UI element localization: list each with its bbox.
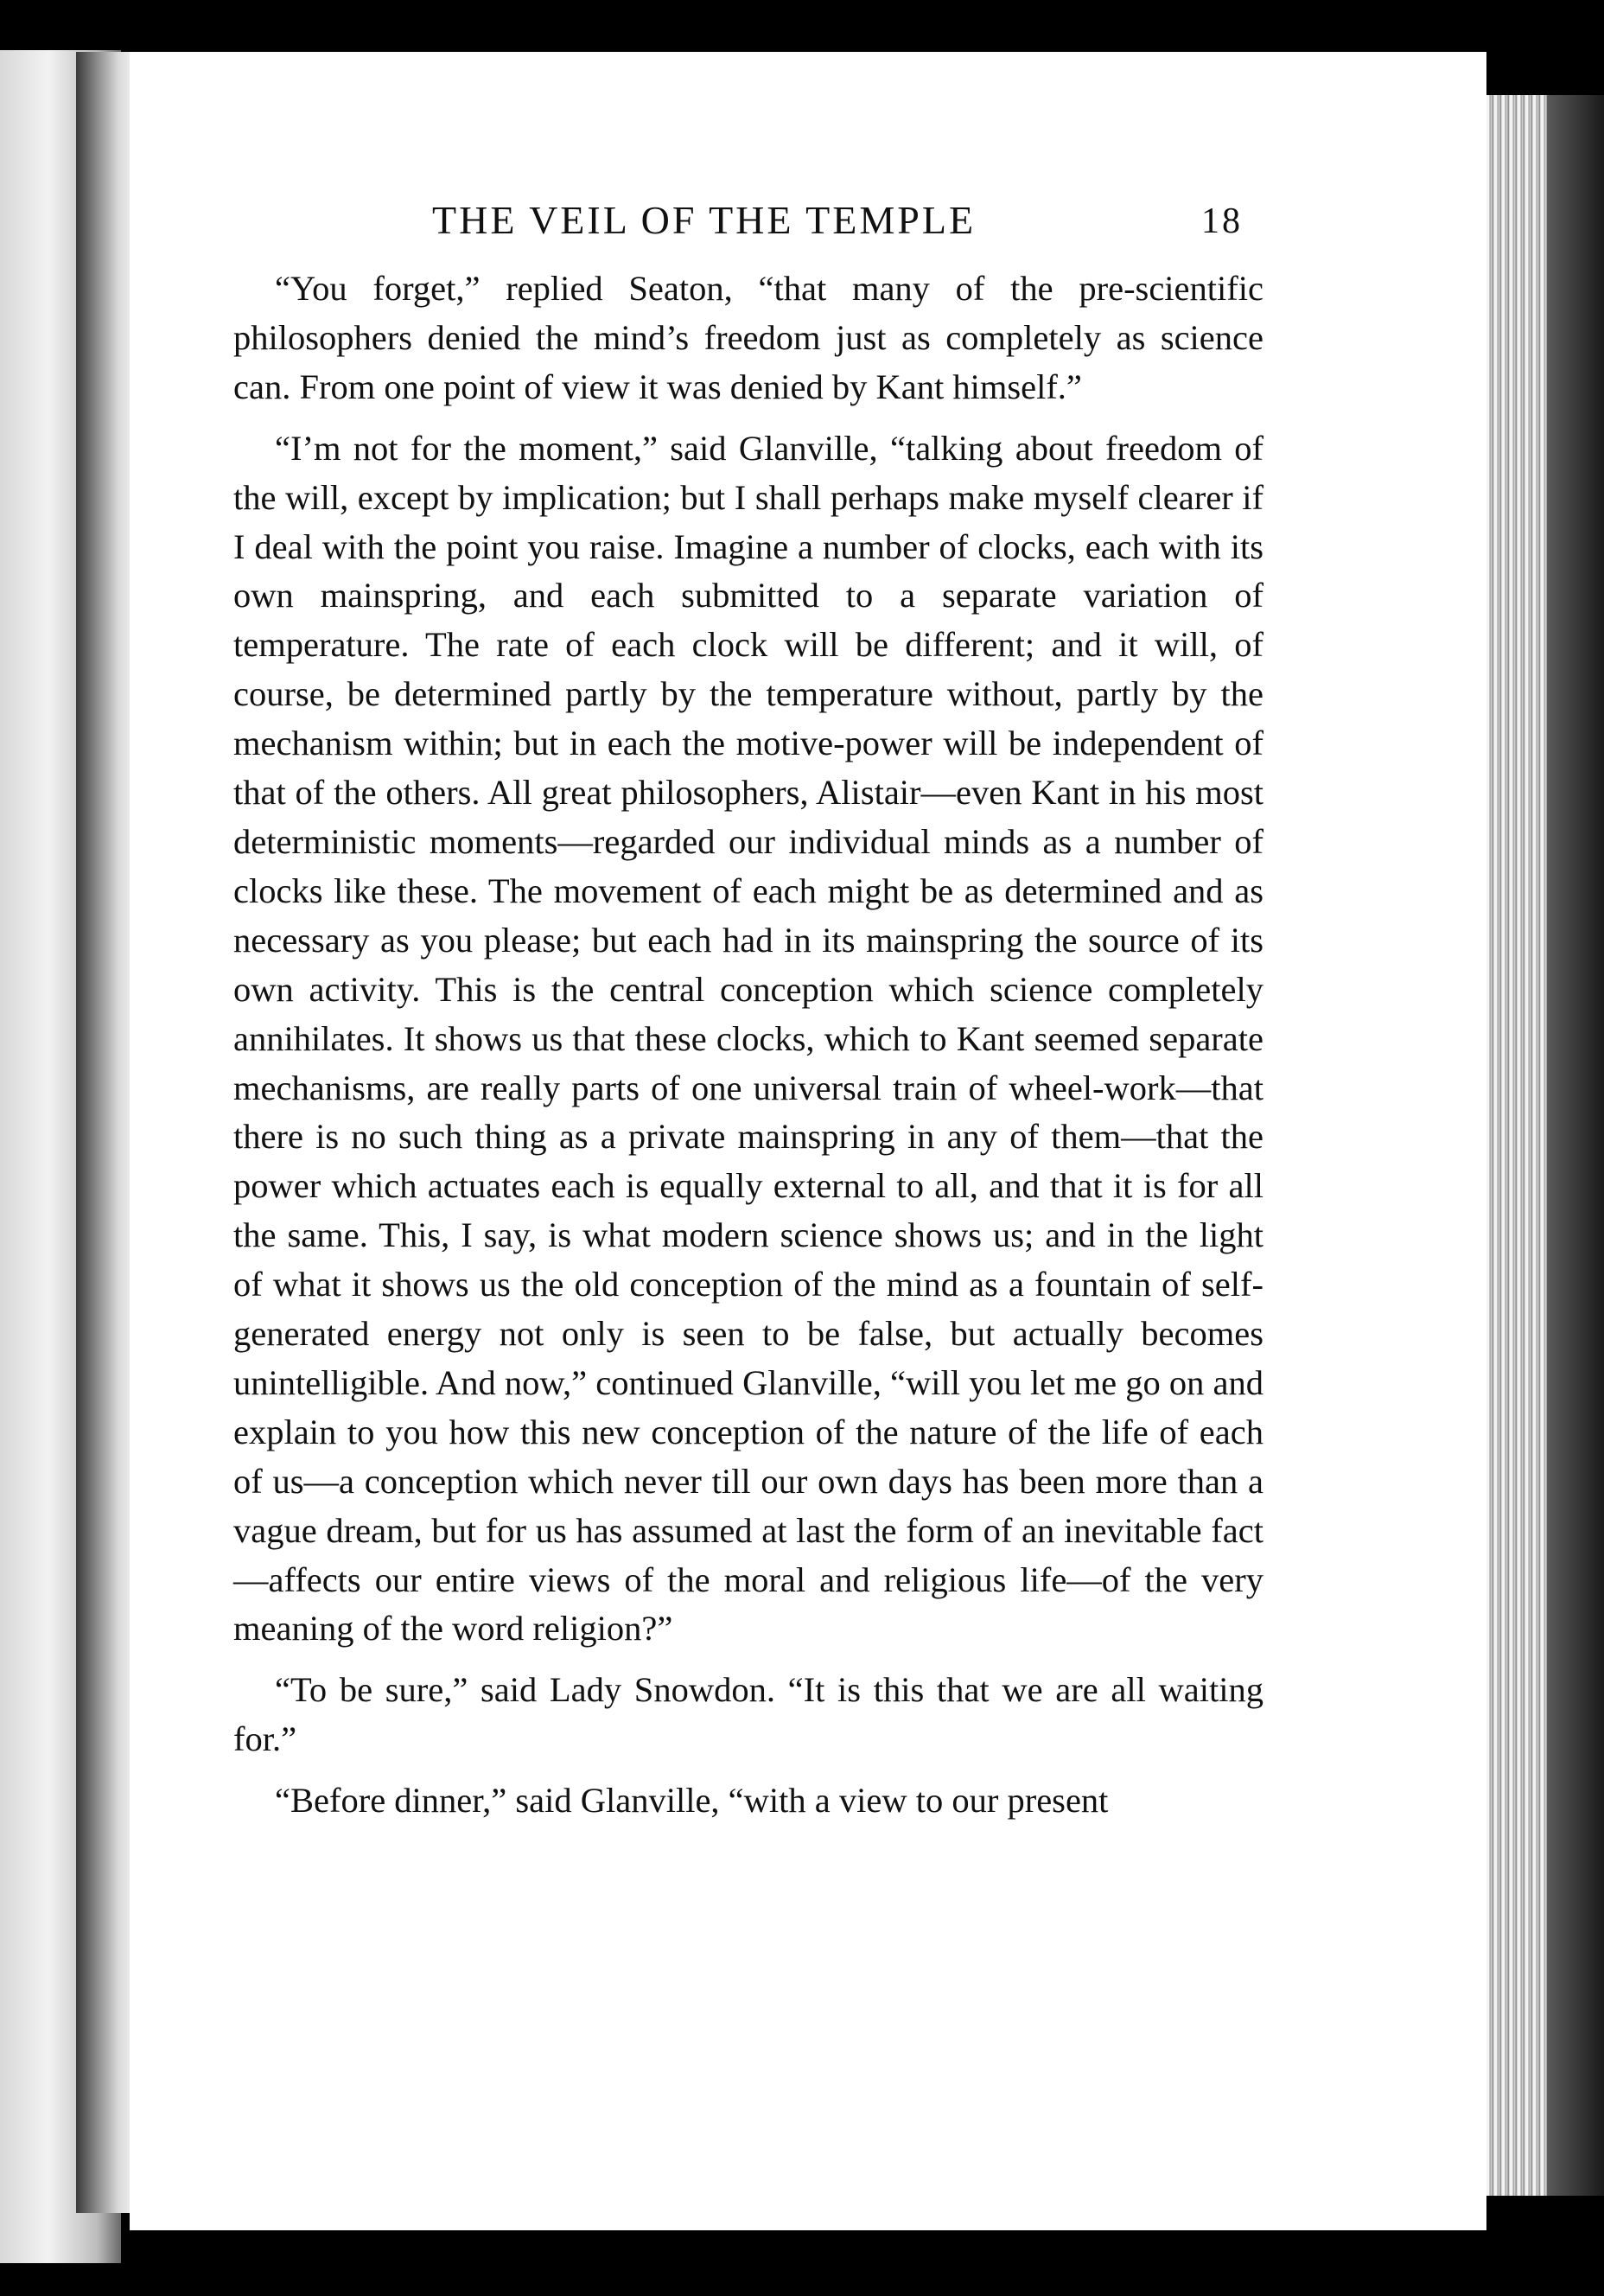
paragraph: “To be sure,” said Lady Snowdon. “It is this that we are all waiting for.” [233,1670,1263,1759]
page-number: 18 [1201,201,1243,241]
page-edges-shadow [1547,95,1604,2196]
body-text [233,265,1263,1826]
running-title: THE VEIL OF THE TEMPLE [432,198,977,242]
page-edges [1486,95,1547,2196]
paragraph: “Before dinner,” said Glanville, “with a view to our present [275,1781,1109,1821]
paragraph: “I’m not for the moment,” said Glanville, “talking about freedom of the will, except by implication; but I shall perhaps make myself clearer if I deal with the point you raise. Imagine a number of clocks, each with its own mainspring, and each submitted to a separate variation of temperature. The rate of each clock will be different; and it will, of course, be determined partly by the temperature without, partly by the mechanism within; but in each the motive-power will be independent of that of the others. All great philosophers, Alistair—even Kant in his most deterministic moments—regarded our individual minds as a number of clocks like these. The movement of each might be as determined and as necessary as you please; but each had in its mainspring the source of its own activity. This is the central conception which science completely annihilates. It shows us that these clocks, which to Kant seemed separate mechanisms, are really parts of one universal train of wheel-work—that there is no such thing as a private mainspring in any of them—that the power which actuates each is equally external to all, and that it is for all the same. This, I say, is what modern science shows us; and in the light of what it shows us the old conception of the mind as a fountain of self-generated energy not only is seen to be false, but actually becomes unintelligible. And now,” continued Glanville, “will you let me go on and explain to you how this new conception of the nature of the life of each of us—a conception which never till our own days has been more than a vague dream, but for us has assumed at last the form of an inevitable fact—affects our entire views of the moral and religious life—of the very meaning of the word religion?” [233,428,1263,1649]
paragraph: “You forget,” replied Seaton, “that many of the pre-scientific philosophers denied the mind’s freedom just as completely as science can. From one point of view it was denied by Kant himself.” [233,269,1263,406]
book-gutter [76,52,137,2213]
